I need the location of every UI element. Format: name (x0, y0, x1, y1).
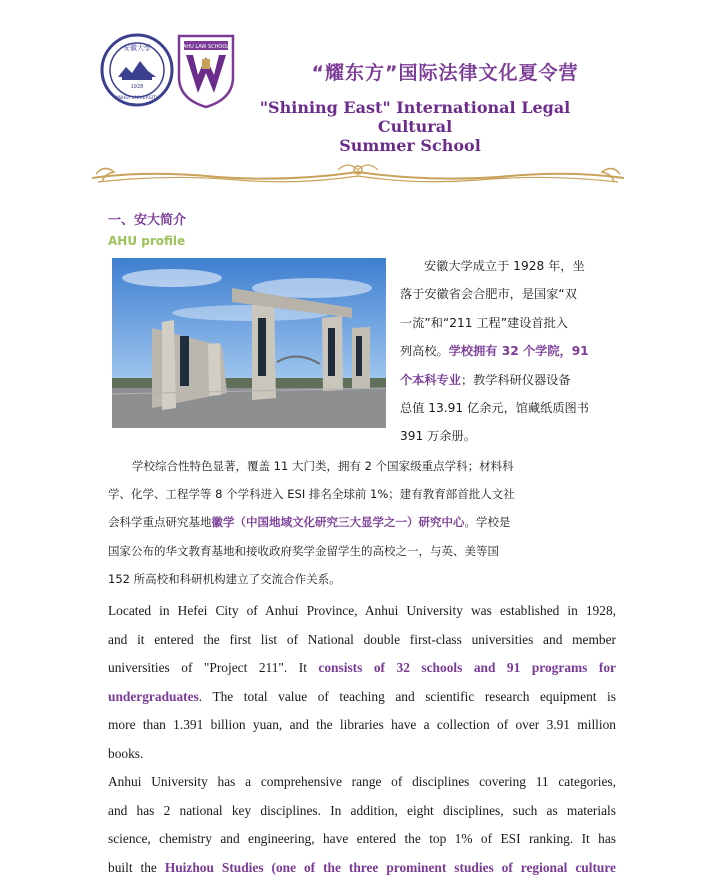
en-line: Anhui University has a comprehensive range of disciplines covering 11 categories, (108, 774, 616, 789)
cn-side-line (400, 366, 612, 394)
english-paragraph-1 (108, 597, 616, 769)
en-line (108, 654, 616, 683)
campus-gate-photo (112, 258, 386, 428)
en-line: more than 1.391 billion yuan, and the libraries have a collection of over 3.91 million (108, 717, 616, 733)
cn-highlight: 学校拥有 32 个学院，91 (448, 344, 589, 359)
page-header (0, 0, 718, 200)
en-text: . The total value of teaching and scientific research equipment is (198, 688, 616, 704)
cn-full-line: 学、化学、工程学等 8 个学科进入 ESI 排名全球前 1%；建有教育部首批人文社 (108, 487, 515, 502)
section-heading: 一、安大简介 (108, 213, 187, 228)
en-line (108, 854, 616, 883)
cn-full-text: 会科学重点研究基地 (108, 515, 212, 530)
anhui-university-seal-logo (100, 33, 174, 107)
en-line: Located in Hefei City of Anhui Province, Anhui University was established in 1928, (108, 603, 616, 618)
cn-full-text: 。学校是 (464, 515, 511, 530)
seal-bottom-text: ANHUI UNIVERSITY (115, 96, 159, 101)
en-line: and has 2 national key disciplines. In addition, eight disciplines, such as materials (108, 802, 616, 818)
cn-side-line (400, 337, 612, 365)
cn-side-text: ；教学科研仪器设备 (460, 372, 571, 387)
title-chinese: “耀东方”国际法律文化夏令营 (311, 62, 579, 84)
en-highlight: undergraduates (108, 688, 199, 704)
cn-side-line: 落于安徽省会合肥市，是国家“双 (400, 287, 577, 302)
english-paragraph-2 (108, 768, 616, 882)
cn-side-line: 391 万余册。 (400, 429, 476, 444)
en-highlight: Huizhou Studies (one of the three prominent studies of regional culture (164, 859, 616, 875)
en-text: universities of "Project 211". It (108, 660, 319, 676)
cn-highlight: 徽学（中国地域文化研究三大显学之一）研究中心 (211, 515, 465, 530)
en-line: science, chemistry and engineering, have entered the top 1% of ESI ranking. It has (108, 831, 616, 847)
cn-full-line (108, 508, 616, 536)
cn-full-line: 国家公布的华文教育基地和接收政府奖学金留学生的高校之一，与英、美等国 (108, 543, 499, 558)
shield-text: AHU LAW SCHOOL (182, 44, 230, 50)
cn-side-text: 列高校。 (400, 344, 449, 359)
cn-side-line: 总值 13.91 亿余元，馆藏纸质图书 (400, 401, 589, 416)
cn-full-line: 152 所高校和科研机构建立了交流合作关系。 (108, 571, 341, 586)
title-english-line2: Summer School (339, 136, 481, 155)
cn-side-line: 一流”和“211 工程”建设首批入 (400, 315, 568, 330)
chinese-intro-side-text (400, 252, 612, 451)
seal-top-text: 安徽大學 (123, 44, 151, 52)
en-text: built the (108, 859, 165, 875)
en-line: books. (108, 745, 144, 761)
en-line (108, 683, 616, 712)
section-subheading: AHU profile (108, 234, 186, 248)
en-line: and it entered the first list of National double first-class universities and member (108, 631, 616, 647)
en-highlight: consists of 32 schools and 91 programs for (318, 660, 616, 676)
cn-highlight: 个本科专业 (400, 372, 461, 387)
chinese-paragraph-2 (108, 452, 616, 593)
cn-side-line: 安徽大学成立于 1928 年，坐 (424, 259, 585, 273)
seal-year: 1928 (130, 84, 144, 90)
cn-full-line: 学校综合性特色显著，覆盖 11 大门类，拥有 2 个国家级重点学科；材料科 (132, 459, 514, 473)
title-english-line1: "Shining East" International Legal Cultural (259, 98, 571, 136)
gold-ornament-divider (88, 158, 628, 190)
